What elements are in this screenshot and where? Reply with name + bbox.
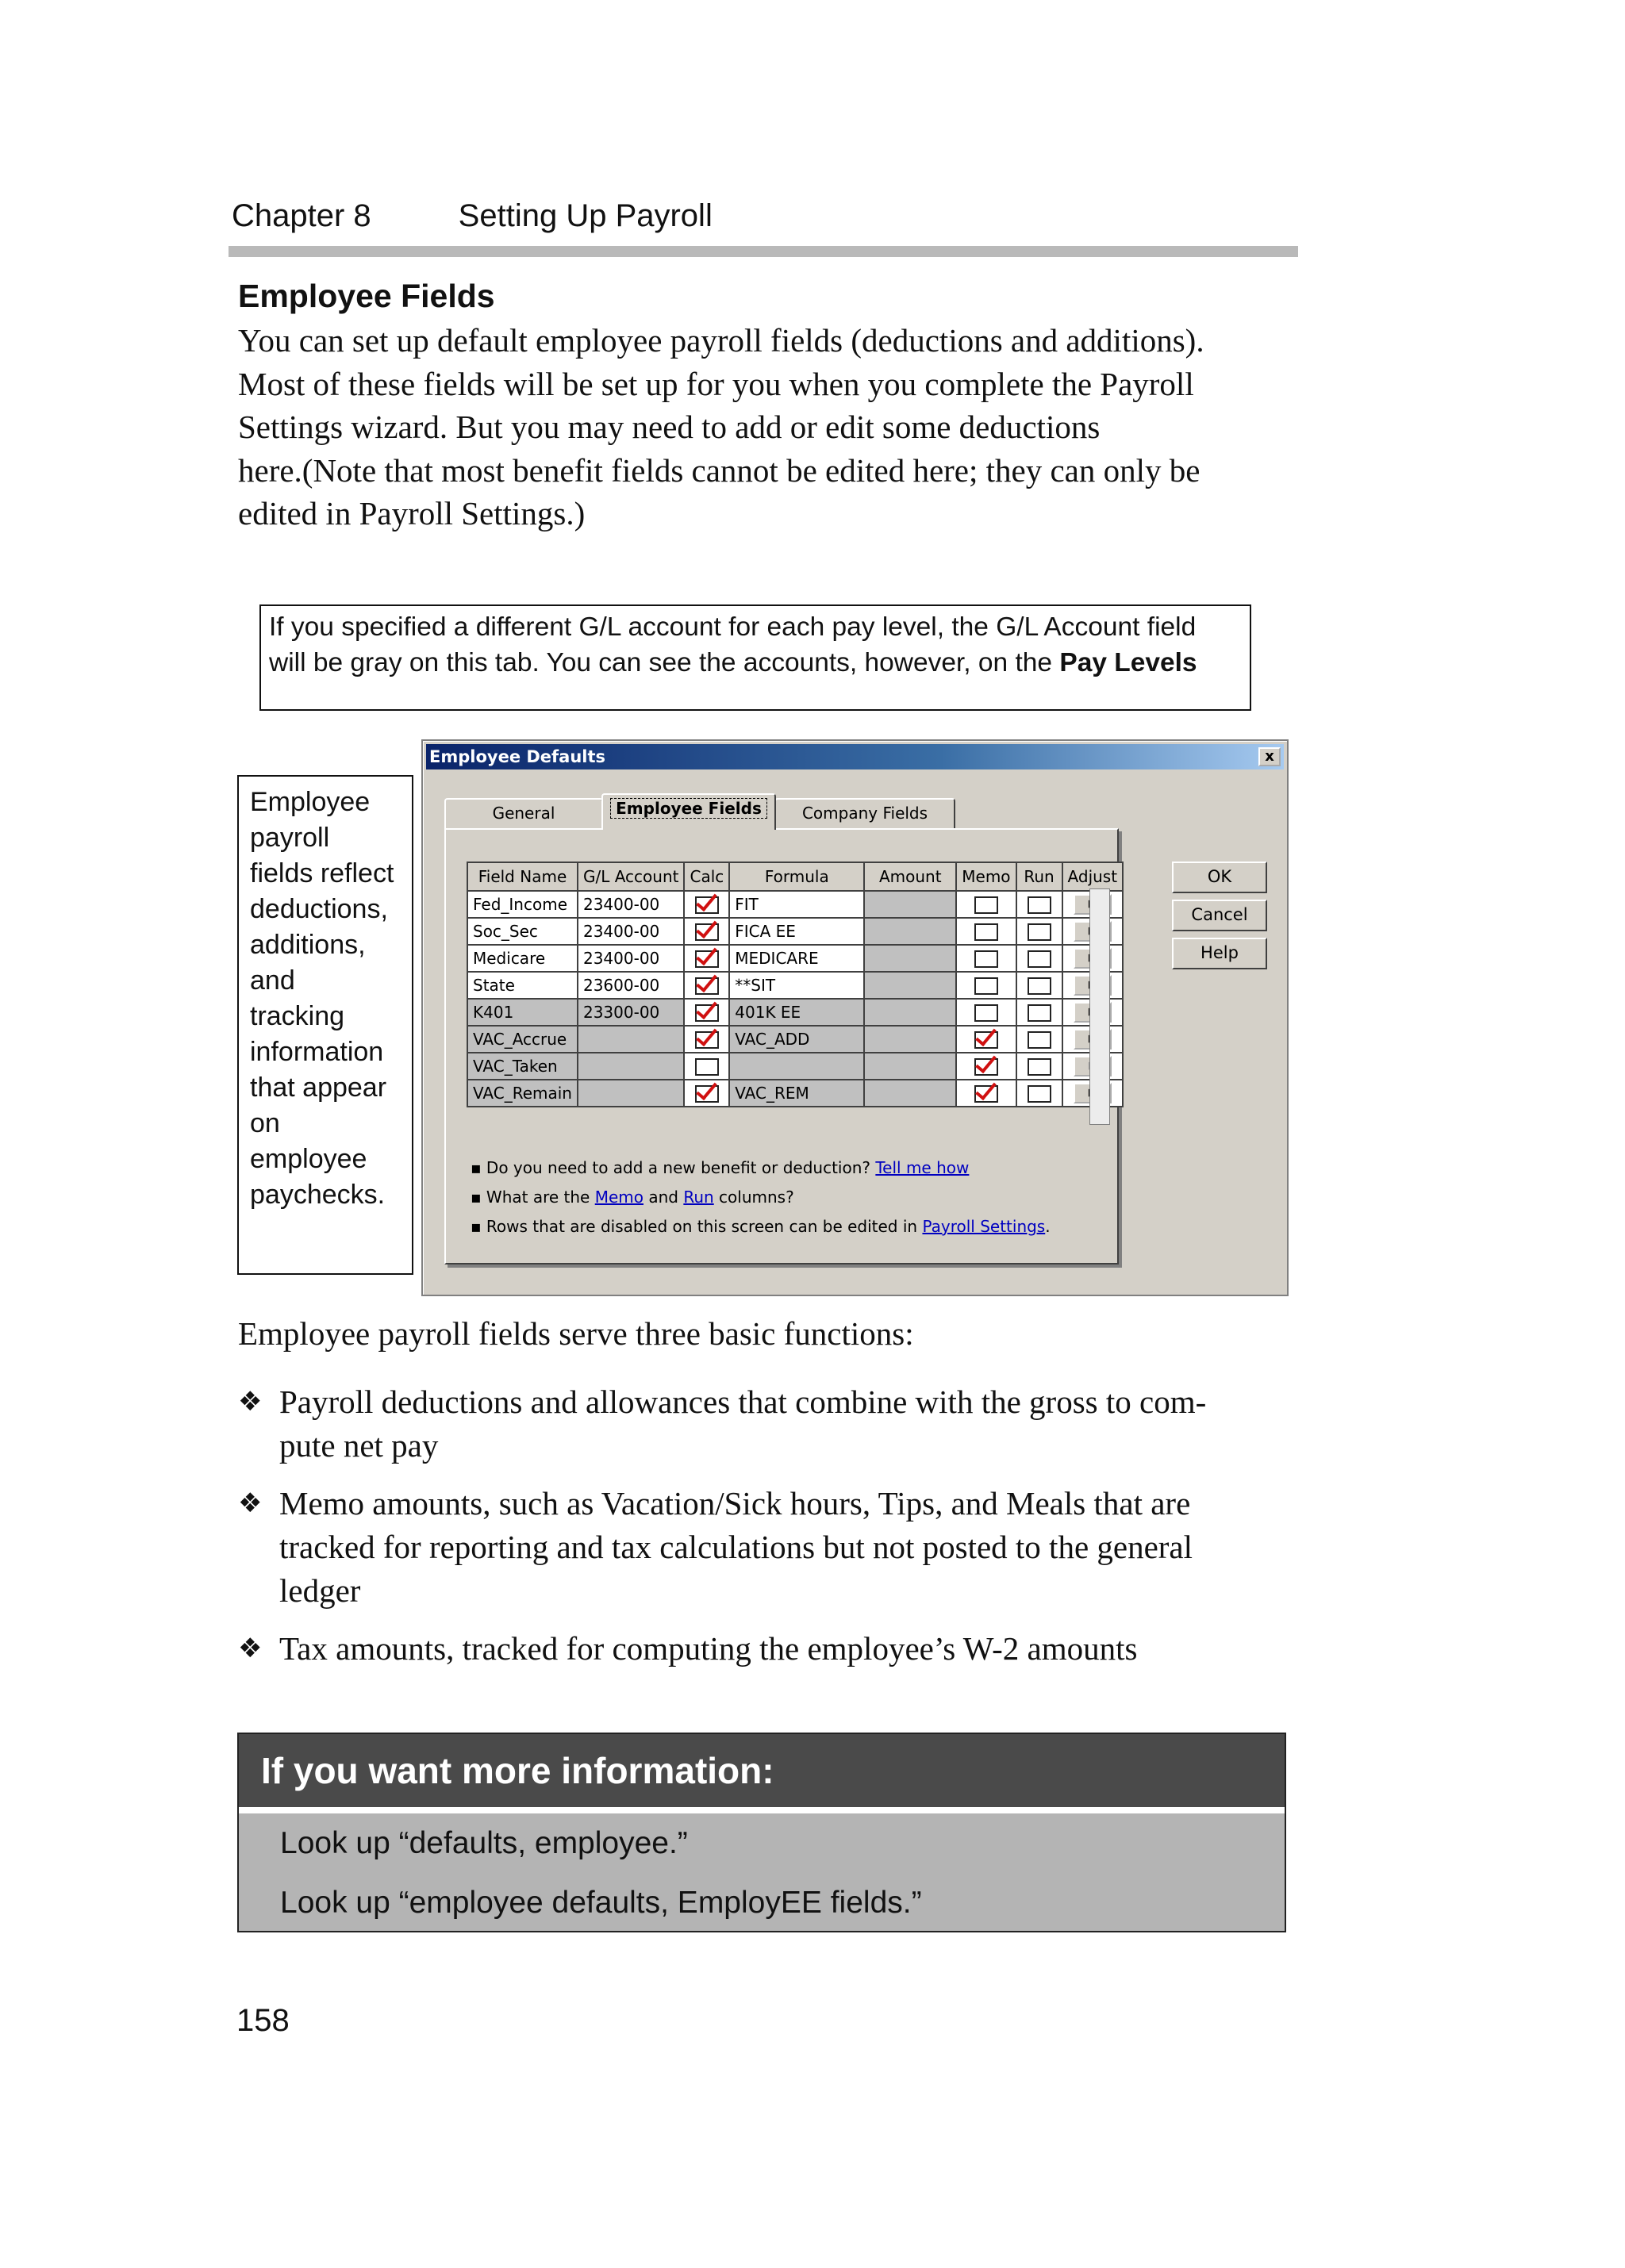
note-text: What are the [486, 1188, 595, 1207]
table-row[interactable] [467, 891, 1123, 918]
list-item-line: tracked for reporting and tax calculations but not posted to the general [279, 1529, 1193, 1565]
cell-formula[interactable] [729, 1053, 864, 1080]
memo-checkbox[interactable] [974, 950, 998, 968]
memo-checkbox[interactable] [974, 977, 998, 995]
cell-run[interactable] [1016, 945, 1062, 972]
note-text: Rows that are disabled on this screen can be edited in [486, 1217, 923, 1236]
col-memo[interactable]: Memo [956, 862, 1016, 891]
intro-line: edited in Payroll Settings.) [238, 495, 586, 532]
cancel-button[interactable]: Cancel [1172, 900, 1267, 931]
cell-run[interactable] [1016, 972, 1062, 999]
callout-left-line: on [250, 1108, 280, 1138]
callout-left-line: employee [250, 1144, 367, 1174]
cell-formula[interactable]: FICA EE [729, 918, 864, 945]
intro-line: Most of these fields will be set up for you when you complete the Payroll [238, 365, 1194, 402]
memo-checkbox[interactable] [974, 923, 998, 941]
list-item-line: pute net pay [279, 1427, 439, 1464]
memo-link[interactable]: Memo [594, 1188, 643, 1207]
run-checkbox[interactable] [1028, 1085, 1051, 1103]
callout-left-line: payroll [250, 823, 330, 853]
cell-run[interactable] [1016, 891, 1062, 918]
more-info-box [237, 1733, 1286, 1932]
cell-calc[interactable] [684, 972, 729, 999]
col-adjust[interactable]: Adjust [1062, 862, 1124, 891]
callout-left-line: that appear [250, 1073, 387, 1103]
note-text: columns? [713, 1188, 794, 1207]
callout-left-line: paychecks. [250, 1180, 386, 1210]
header-rule [229, 246, 1298, 257]
cell-amount[interactable] [864, 891, 956, 918]
diamond-bullet-icon: ❖ [238, 1386, 263, 1418]
intro-line: Settings wizard. But you may need to add or edit some deductions [238, 409, 1101, 445]
callout-left-line: and [250, 965, 295, 996]
cell-run[interactable] [1016, 918, 1062, 945]
more-info-line: Look up “employee defaults, EmployEE fields.” [280, 1886, 922, 1920]
cell-memo[interactable] [956, 945, 1016, 972]
callout-gl-account [259, 604, 1251, 711]
cell-memo[interactable] [956, 1080, 1016, 1107]
callout-text: will be gray on this tab. You can see the accounts, however, on the [269, 648, 1060, 677]
cell-formula[interactable]: FIT [729, 891, 864, 918]
cell-calc[interactable] [684, 918, 729, 945]
cell-run[interactable] [1016, 1080, 1062, 1107]
run-link[interactable]: Run [683, 1188, 714, 1207]
run-checkbox[interactable] [1028, 950, 1051, 968]
employee-fields-grid [467, 862, 1124, 1107]
cell-field-name[interactable]: VAC_Accrue [467, 1026, 578, 1053]
callout-bold: Pay Levels [1059, 648, 1197, 677]
tell-me-how-link[interactable]: Tell me how [875, 1158, 970, 1177]
cell-field-name[interactable]: Fed_Income [467, 891, 578, 918]
memo-checkbox[interactable] [974, 896, 998, 914]
note-item: ▪ What are the Memo and Run columns? [471, 1188, 794, 1207]
callout-left-line: information [250, 1037, 384, 1067]
cell-memo[interactable] [956, 1053, 1016, 1080]
memo-checkbox[interactable] [974, 1004, 998, 1022]
functions-list [238, 1380, 1301, 1685]
more-info-line: Look up “defaults, employee.” [280, 1826, 688, 1860]
note-item: ▪ Rows that are disabled on this screen can be edited in Payroll Settings. [471, 1217, 1051, 1236]
intro-line: You can set up default employee payroll fields (deductions and additions). [238, 322, 1204, 359]
cell-formula[interactable]: VAC_REM [729, 1080, 864, 1107]
list-item [238, 1380, 1301, 1468]
list-item [238, 1627, 1301, 1671]
cell-gl-account[interactable] [578, 1080, 685, 1107]
list-item-line: Tax amounts, tracked for computing the employee’s W-2 amounts [279, 1630, 1138, 1667]
cell-amount[interactable] [864, 1053, 956, 1080]
calc-checkbox[interactable] [695, 1004, 719, 1022]
cell-amount[interactable] [864, 945, 956, 972]
employee-defaults-dialog [421, 739, 1289, 1296]
cell-gl-account[interactable]: 23400-00 [578, 945, 685, 972]
cell-memo[interactable] [956, 972, 1016, 999]
table-row[interactable] [467, 945, 1123, 972]
cell-gl-account[interactable] [578, 1026, 685, 1053]
calc-checkbox[interactable] [695, 1085, 719, 1103]
cell-calc[interactable] [684, 1080, 729, 1107]
calc-checkbox[interactable] [695, 923, 719, 941]
cell-gl-account[interactable]: 23300-00 [578, 999, 685, 1026]
table-row[interactable] [467, 1080, 1123, 1107]
tab-employee-fields[interactable] [601, 793, 776, 830]
cell-field-name[interactable]: State [467, 972, 578, 999]
run-checkbox[interactable] [1028, 923, 1051, 941]
callout-line [269, 645, 1242, 681]
calc-checkbox[interactable] [695, 896, 719, 914]
list-item [238, 1482, 1301, 1613]
page-number: 158 [236, 2003, 290, 2038]
cell-formula[interactable]: MEDICARE [729, 945, 864, 972]
cell-calc[interactable] [684, 1026, 729, 1053]
grid-header-row [467, 862, 1123, 891]
list-item-line: ledger [279, 1572, 361, 1609]
cell-gl-account[interactable] [578, 1053, 685, 1080]
cell-formula[interactable]: VAC_ADD [729, 1026, 864, 1053]
close-icon[interactable]: x [1258, 747, 1281, 766]
cell-amount[interactable] [864, 1080, 956, 1107]
note-item: ▪ Do you need to add a new benefit or deduction? Tell me how [471, 1158, 970, 1177]
tab-company-fields[interactable]: Company Fields [774, 798, 955, 828]
intro-paragraph [238, 319, 1301, 535]
payroll-settings-link[interactable]: Payroll Settings [922, 1217, 1046, 1236]
cell-memo[interactable] [956, 999, 1016, 1026]
run-checkbox[interactable] [1028, 1004, 1051, 1022]
callout-left-line: Employee [250, 787, 371, 817]
cell-amount[interactable] [864, 1026, 956, 1053]
run-checkbox[interactable] [1028, 1058, 1051, 1076]
memo-checkbox[interactable] [974, 1031, 998, 1049]
cell-run[interactable] [1016, 1026, 1062, 1053]
cell-amount[interactable] [864, 999, 956, 1026]
cell-run[interactable] [1016, 999, 1062, 1026]
cell-calc[interactable] [684, 999, 729, 1026]
col-calc[interactable]: Calc [684, 862, 729, 891]
callout-left-line: tracking [250, 1001, 345, 1031]
cell-memo[interactable] [956, 891, 1016, 918]
cell-calc[interactable] [684, 945, 729, 972]
cell-formula[interactable]: 401K EE [729, 999, 864, 1026]
calc-checkbox[interactable] [695, 1058, 719, 1076]
grid-scrollbar[interactable] [1089, 888, 1110, 1125]
chapter-label: Chapter 8 [232, 198, 371, 233]
cell-gl-account[interactable]: 23600-00 [578, 972, 685, 999]
list-item-line: Memo amounts, such as Vacation/Sick hours, Tips, and Meals that are [279, 1485, 1191, 1522]
tab-employee-fields-label: Employee Fields [610, 798, 767, 819]
col-run[interactable]: Run [1016, 862, 1062, 891]
calc-checkbox[interactable] [695, 950, 719, 968]
col-field-name[interactable]: Field Name [467, 862, 578, 891]
cell-amount[interactable] [864, 972, 956, 999]
table-row[interactable] [467, 1053, 1123, 1080]
dialog-notes [471, 1153, 1051, 1241]
section-title: Employee Fields [238, 278, 495, 314]
cell-field-name[interactable]: Soc_Sec [467, 918, 578, 945]
table-row[interactable] [467, 972, 1123, 999]
cell-field-name[interactable]: VAC_Taken [467, 1053, 578, 1080]
callout-left-line: deductions, [250, 894, 388, 924]
diamond-bullet-icon: ❖ [238, 1633, 263, 1664]
cell-field-name[interactable]: Medicare [467, 945, 578, 972]
memo-checkbox[interactable] [974, 1058, 998, 1076]
note-text: Do you need to add a new benefit or deduction? [486, 1158, 876, 1177]
cell-field-name[interactable]: K401 [467, 999, 578, 1026]
table-row[interactable] [467, 918, 1123, 945]
table-row[interactable] [467, 999, 1123, 1026]
intro-line: here.(Note that most benefit fields cannot be edited here; they can only be [238, 451, 1201, 489]
run-checkbox[interactable] [1028, 977, 1051, 995]
memo-checkbox[interactable] [974, 1085, 998, 1103]
calc-checkbox[interactable] [695, 1031, 719, 1049]
col-amount[interactable]: Amount [864, 862, 956, 891]
callout-employee-fields [237, 775, 413, 1275]
table-row[interactable] [467, 1026, 1123, 1053]
running-header [232, 198, 713, 234]
cell-calc[interactable] [684, 891, 729, 918]
list-item-line: Payroll deductions and allowances that combine with the gross to com- [279, 1383, 1207, 1420]
cell-field-name[interactable]: VAC_Remain [467, 1080, 578, 1107]
section-label: Setting Up Payroll [458, 198, 713, 233]
note-text: . [1045, 1217, 1051, 1236]
run-checkbox[interactable] [1028, 1031, 1051, 1049]
cell-calc[interactable] [684, 1053, 729, 1080]
ok-button[interactable]: OK [1172, 862, 1267, 893]
cell-gl-account[interactable]: 23400-00 [578, 891, 685, 918]
callout-left-line: fields reflect [250, 858, 394, 888]
note-text: and [643, 1188, 684, 1207]
col-gl-account[interactable]: G/L Account [578, 862, 685, 891]
col-formula[interactable]: Formula [729, 862, 864, 891]
cell-amount[interactable] [864, 918, 956, 945]
diamond-bullet-icon: ❖ [238, 1487, 263, 1519]
dialog-titlebar [426, 744, 1284, 769]
functions-intro: Employee payroll fields serve three basic functions: [238, 1315, 914, 1352]
cell-memo[interactable] [956, 1026, 1016, 1053]
more-info-title: If you want more information: [239, 1734, 1285, 1813]
cell-formula[interactable]: **SIT [729, 972, 864, 999]
run-checkbox[interactable] [1028, 896, 1051, 914]
cell-gl-account[interactable]: 23400-00 [578, 918, 685, 945]
cell-run[interactable] [1016, 1053, 1062, 1080]
calc-checkbox[interactable] [695, 977, 719, 995]
callout-left-line: additions, [250, 930, 366, 960]
tab-general[interactable]: General [444, 798, 603, 828]
callout-line: If you specified a different G/L account for each pay level, the G/L Account field [269, 612, 1197, 642]
help-button[interactable]: Help [1172, 938, 1267, 969]
cell-memo[interactable] [956, 918, 1016, 945]
dialog-title: Employee Defaults [429, 747, 606, 766]
